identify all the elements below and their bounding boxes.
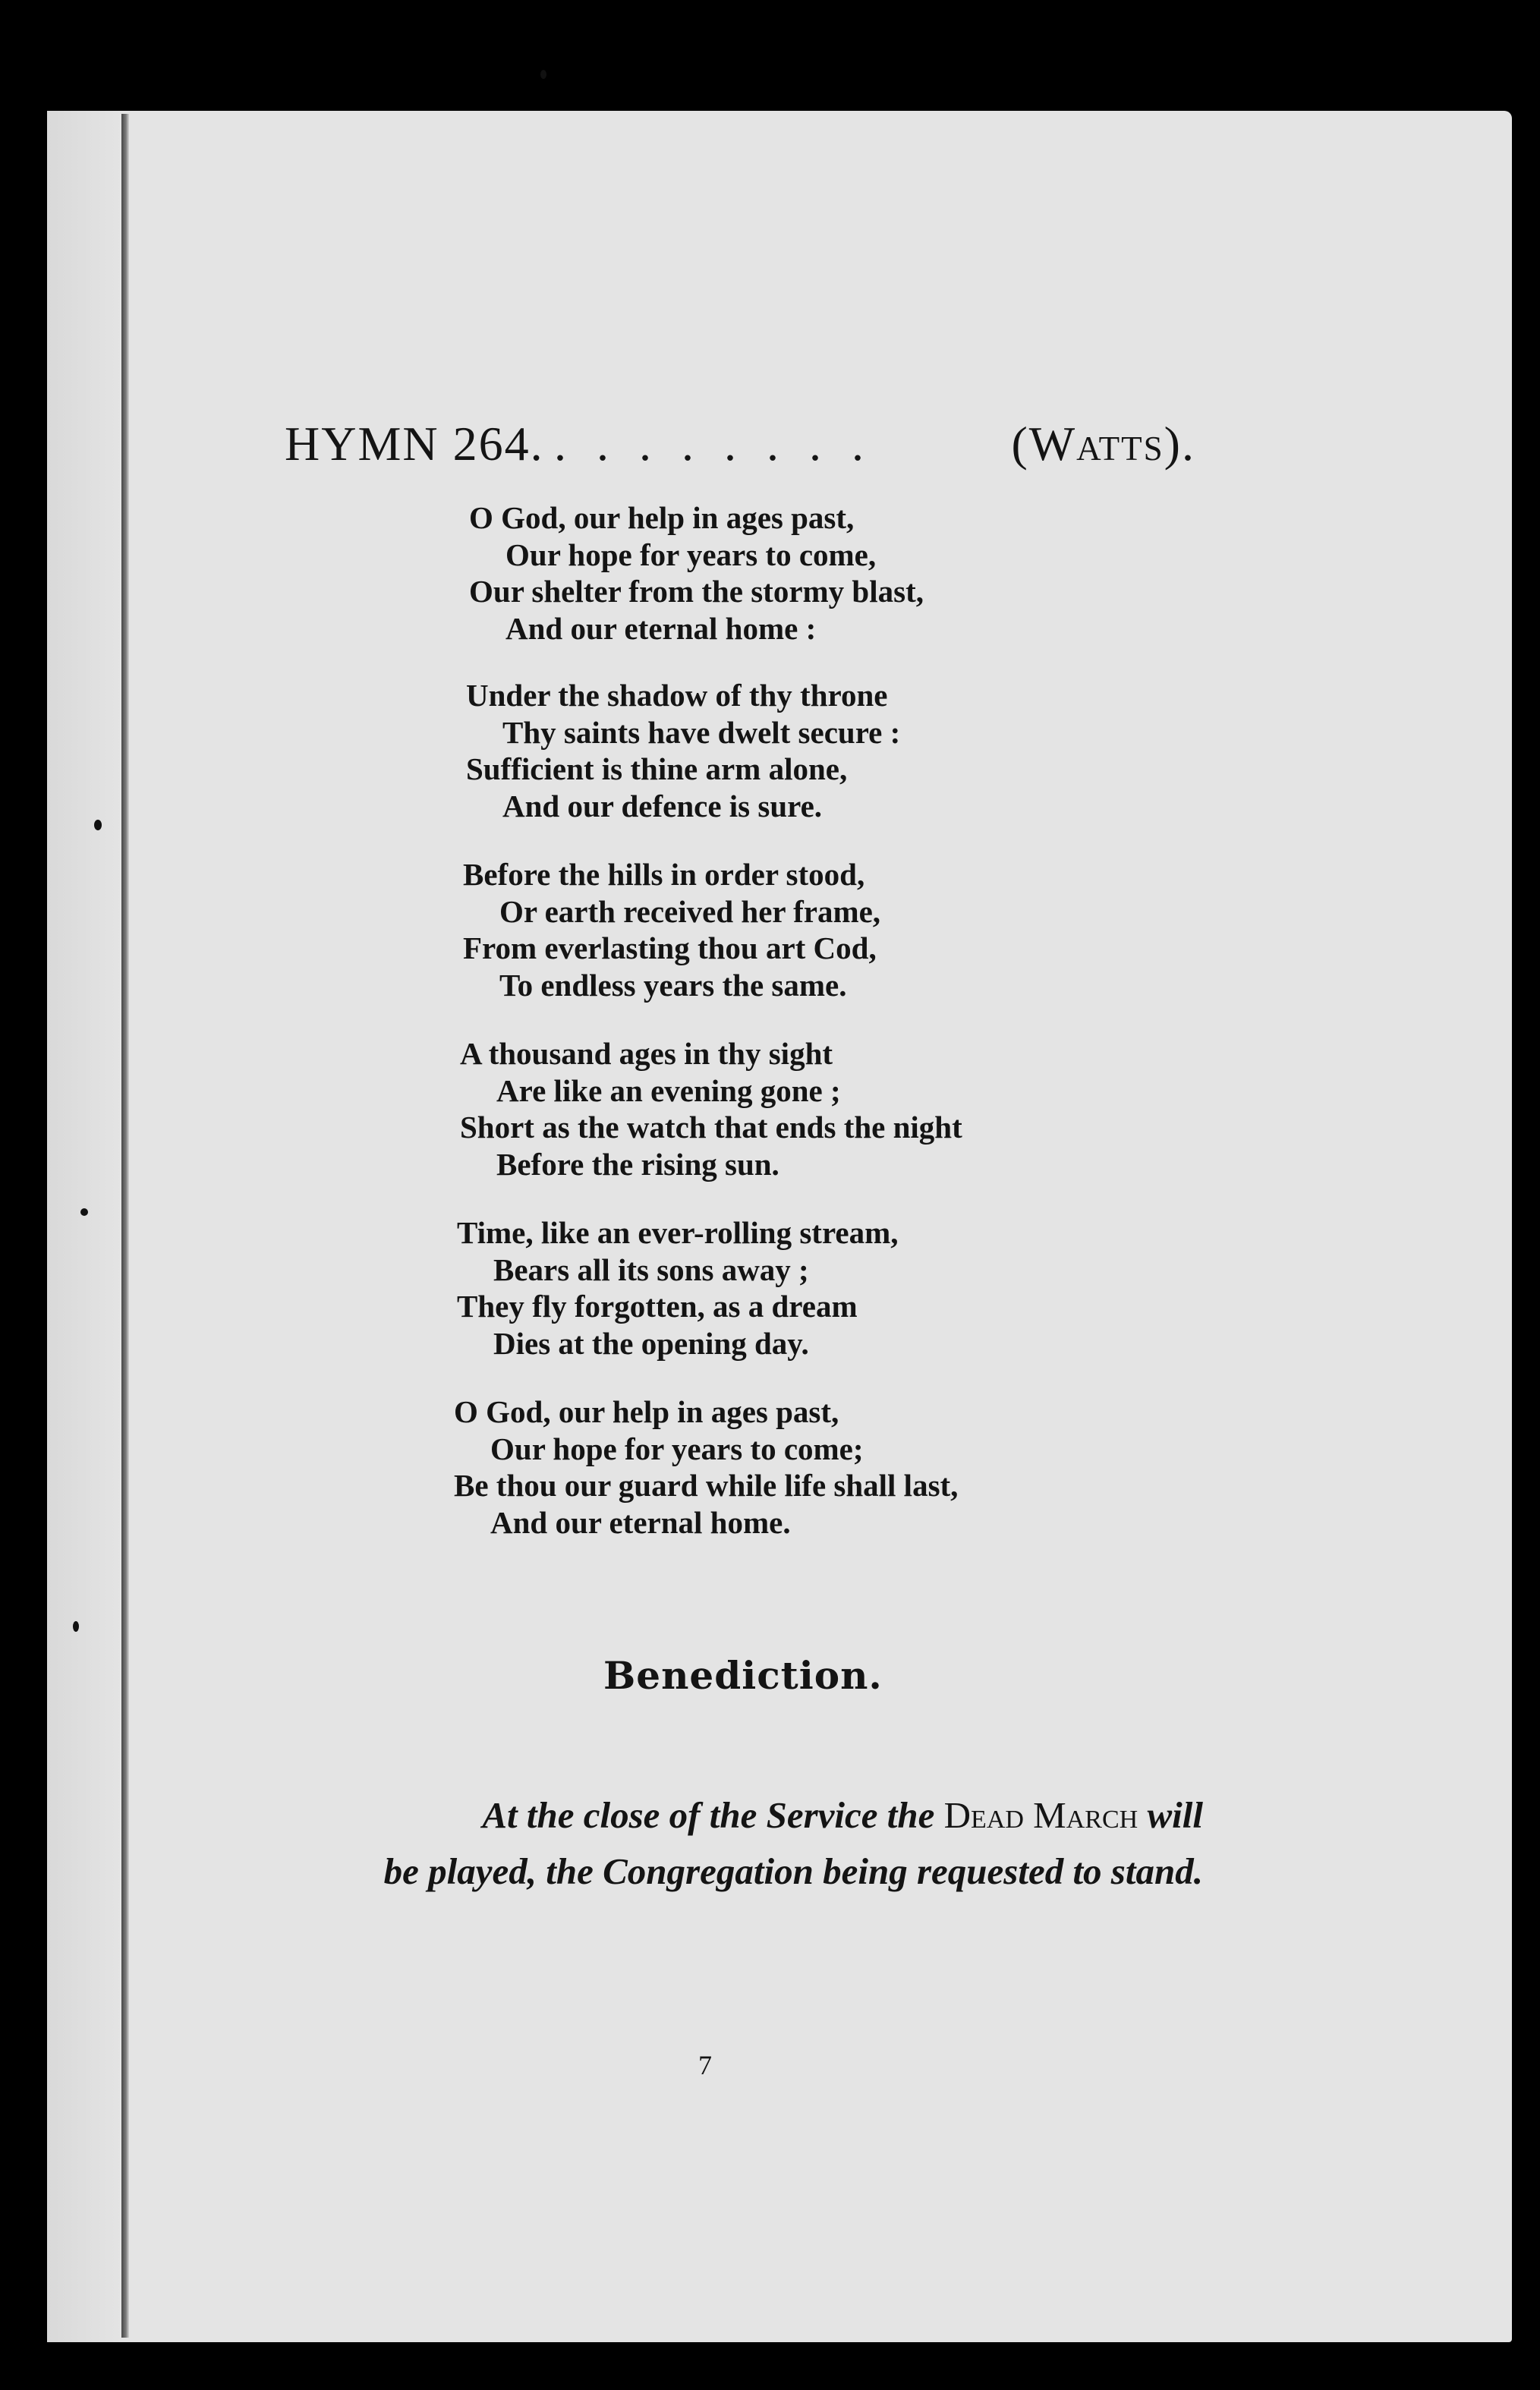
verse-line: They fly forgotten, as a dream — [457, 1289, 858, 1324]
speck-left-1 — [94, 820, 102, 830]
closing-text-2: will — [1138, 1794, 1203, 1836]
speck-left-3 — [73, 1621, 79, 1632]
verse-line: Bears all its sons away ; — [493, 1252, 809, 1287]
verse-line: O God, our help in ages past, — [454, 1394, 839, 1429]
verse-line: Before the rising sun. — [496, 1146, 779, 1182]
verse-line: Sufficient is thine arm alone, — [466, 751, 848, 786]
verse-line: Our hope for years to come; — [490, 1431, 864, 1466]
verse-line: And our defence is sure. — [502, 788, 823, 823]
verse-line: Under the shadow of thy throne — [466, 678, 888, 713]
closing-note — [262, 1787, 1203, 1900]
verse-1 — [469, 499, 924, 647]
page-number: 7 — [698, 2050, 712, 2080]
closing-line-2: be played, the Congregation being requested to stand. — [383, 1850, 1203, 1892]
verse-line: O God, our help in ages past, — [469, 500, 855, 535]
verse-6 — [454, 1393, 958, 1541]
binding-fold — [121, 114, 129, 2338]
verse-5 — [457, 1214, 899, 1362]
verse-line: Dies at the opening day. — [493, 1325, 809, 1361]
verse-line: Thy saints have dwelt secure : — [502, 714, 901, 750]
verse-line: And our eternal home : — [505, 610, 817, 646]
leader-dots: . . . . . . . . — [554, 417, 873, 471]
verse-line: Are like an evening gone ; — [496, 1072, 841, 1108]
speck-top — [540, 70, 546, 79]
hymn-author: (Watts). — [1011, 417, 1195, 471]
verse-line: Our hope for years to come, — [505, 537, 877, 572]
verse-line: Our shelter from the stormy blast, — [469, 574, 924, 609]
hymn-header — [285, 416, 1195, 477]
verse-2 — [466, 677, 900, 824]
hymn-title: HYMN 264. — [285, 417, 544, 471]
speck-left-2 — [80, 1208, 88, 1216]
dead-march: Dead March — [943, 1794, 1138, 1836]
verse-3 — [463, 856, 880, 1003]
benediction-heading: Benediction. — [603, 1653, 883, 1698]
verse-4 — [460, 1035, 962, 1182]
verse-line: Short as the watch that ends the night — [460, 1110, 962, 1145]
verse-line: To endless years the same. — [499, 967, 847, 1003]
verse-line: Time, like an ever-rolling stream, — [457, 1215, 899, 1250]
verse-line: From everlasting thou art Cod, — [463, 930, 877, 965]
closing-line-1 — [262, 1787, 1203, 1844]
verse-line: A thousand ages in thy sight — [460, 1036, 833, 1071]
verse-line: And our eternal home. — [490, 1504, 791, 1540]
binding-shadow — [47, 111, 123, 2342]
closing-text-1: At the close of the Service the — [482, 1794, 944, 1836]
verse-line: Be thou our guard while life shall last, — [454, 1468, 959, 1503]
verse-line: Or earth received her frame, — [499, 893, 881, 929]
verse-line: Before the hills in order stood, — [463, 857, 865, 892]
